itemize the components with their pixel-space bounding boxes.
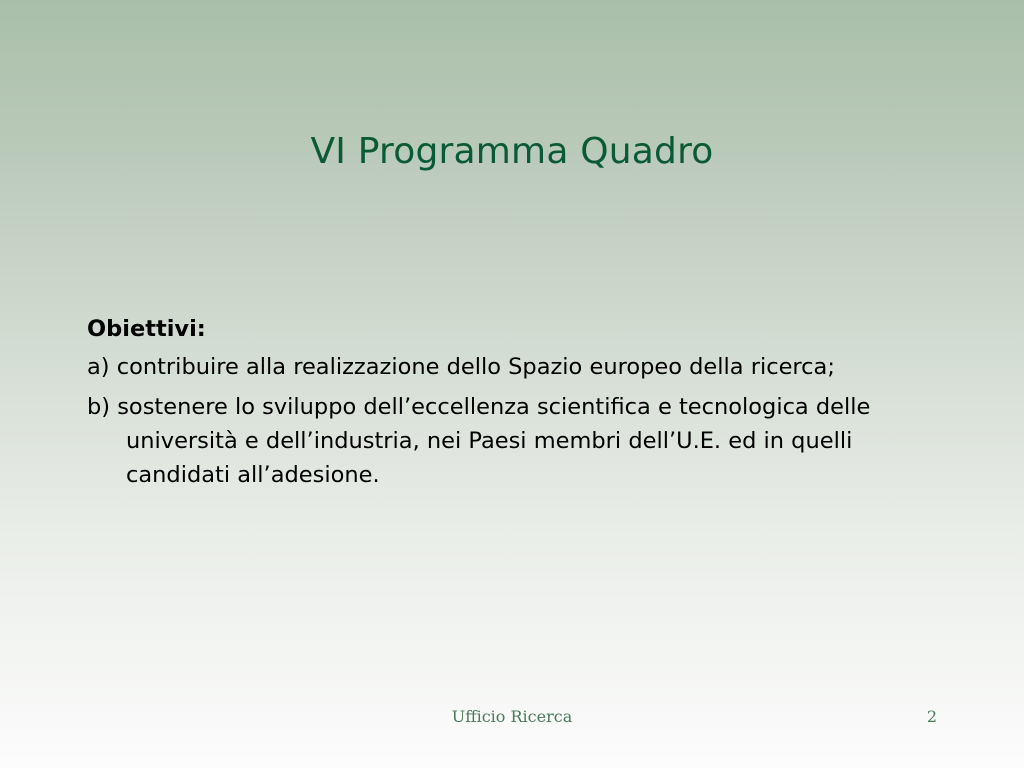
objectives-heading: Obiettivi:	[87, 316, 206, 342]
slide-body	[87, 312, 937, 498]
objective-item-a: a) contribuire alla realizzazione dello Spazio europeo della ricerca;	[87, 354, 835, 380]
objective-item-b: b) sostenere lo sviluppo dell’eccellenza scientifica e tecnologica delle università e dell’industria, nei Paesi membri dell’U.E. ed in quelli candidati all’adesione.	[87, 394, 871, 488]
slide-title: VI Programma Quadro	[310, 131, 714, 172]
page-number: 2	[926, 707, 937, 726]
footer-text: Ufficio Ricerca	[451, 707, 573, 726]
